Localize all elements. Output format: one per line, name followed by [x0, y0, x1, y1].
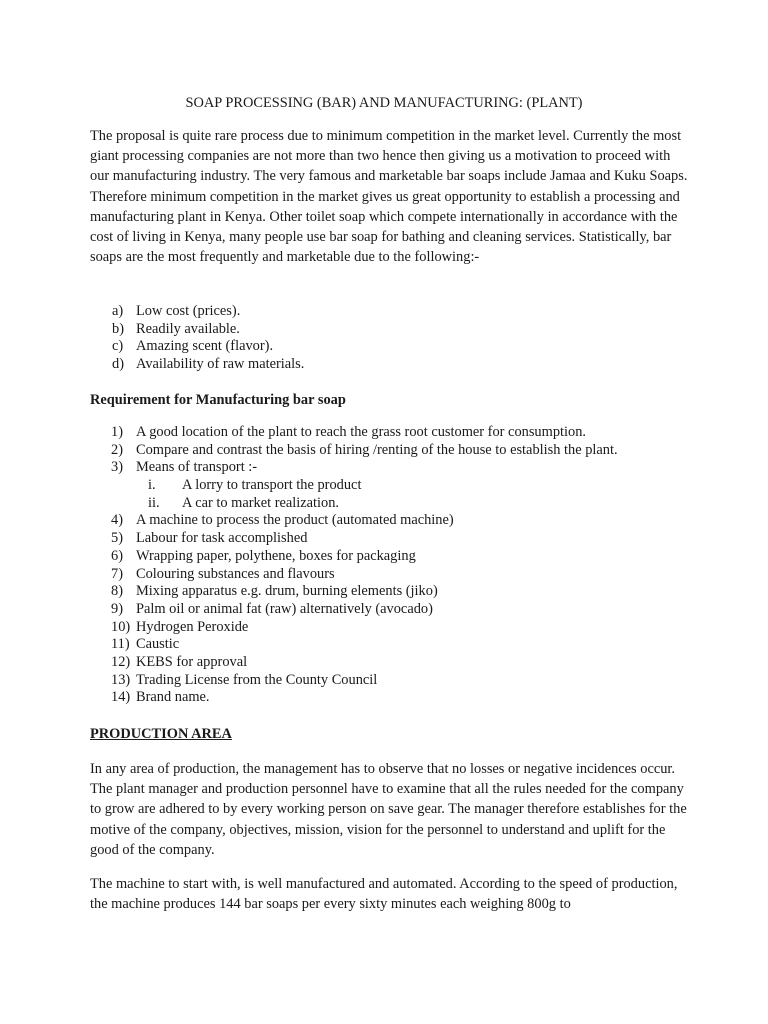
- production-paragraph-1: In any area of production, the management has to observe that no losses or negative incidences occur. The plant manager and production personnel have to examine that all the rules needed for the company to grow are adhered to by every working person on save gear. The manager therefore establishes for the motive of the company, objectives, mission, vision for the personnel to understand and uplift for the good of the company.: [90, 761, 687, 858]
- intro-paragraph: The proposal is quite rare process due to minimum competition in the market level. Currently the most giant processing companies are not more than two hence then giving us a motivation to proceed with our manufacturing industry. The very famous and marketable bar soaps include Jamaa and Kuku Soaps. Therefore minimum competition in the market gives us great opportunity to establish a processing and manufacturing plant in Kenya. Other toilet soap which compete internationally in accordance with the cost of living in Kenya, many people use bar soap for bathing and cleaning services. Statistically, bar soaps are the most frequently and marketable due to the following:-: [90, 128, 688, 266]
- production-paragraph-2: The machine to start with, is well manufactured and automated. According to the speed of production, the machine produces 144 bar soaps per every sixty minutes each weighing 800g to: [90, 876, 678, 913]
- document-title: SOAP PROCESSING (BAR) AND MANUFACTURING: (PLANT): [185, 95, 583, 111]
- production-heading: PRODUCTION AREA: [90, 726, 232, 742]
- requirements-heading: Requirement for Manufacturing bar soap: [90, 392, 346, 408]
